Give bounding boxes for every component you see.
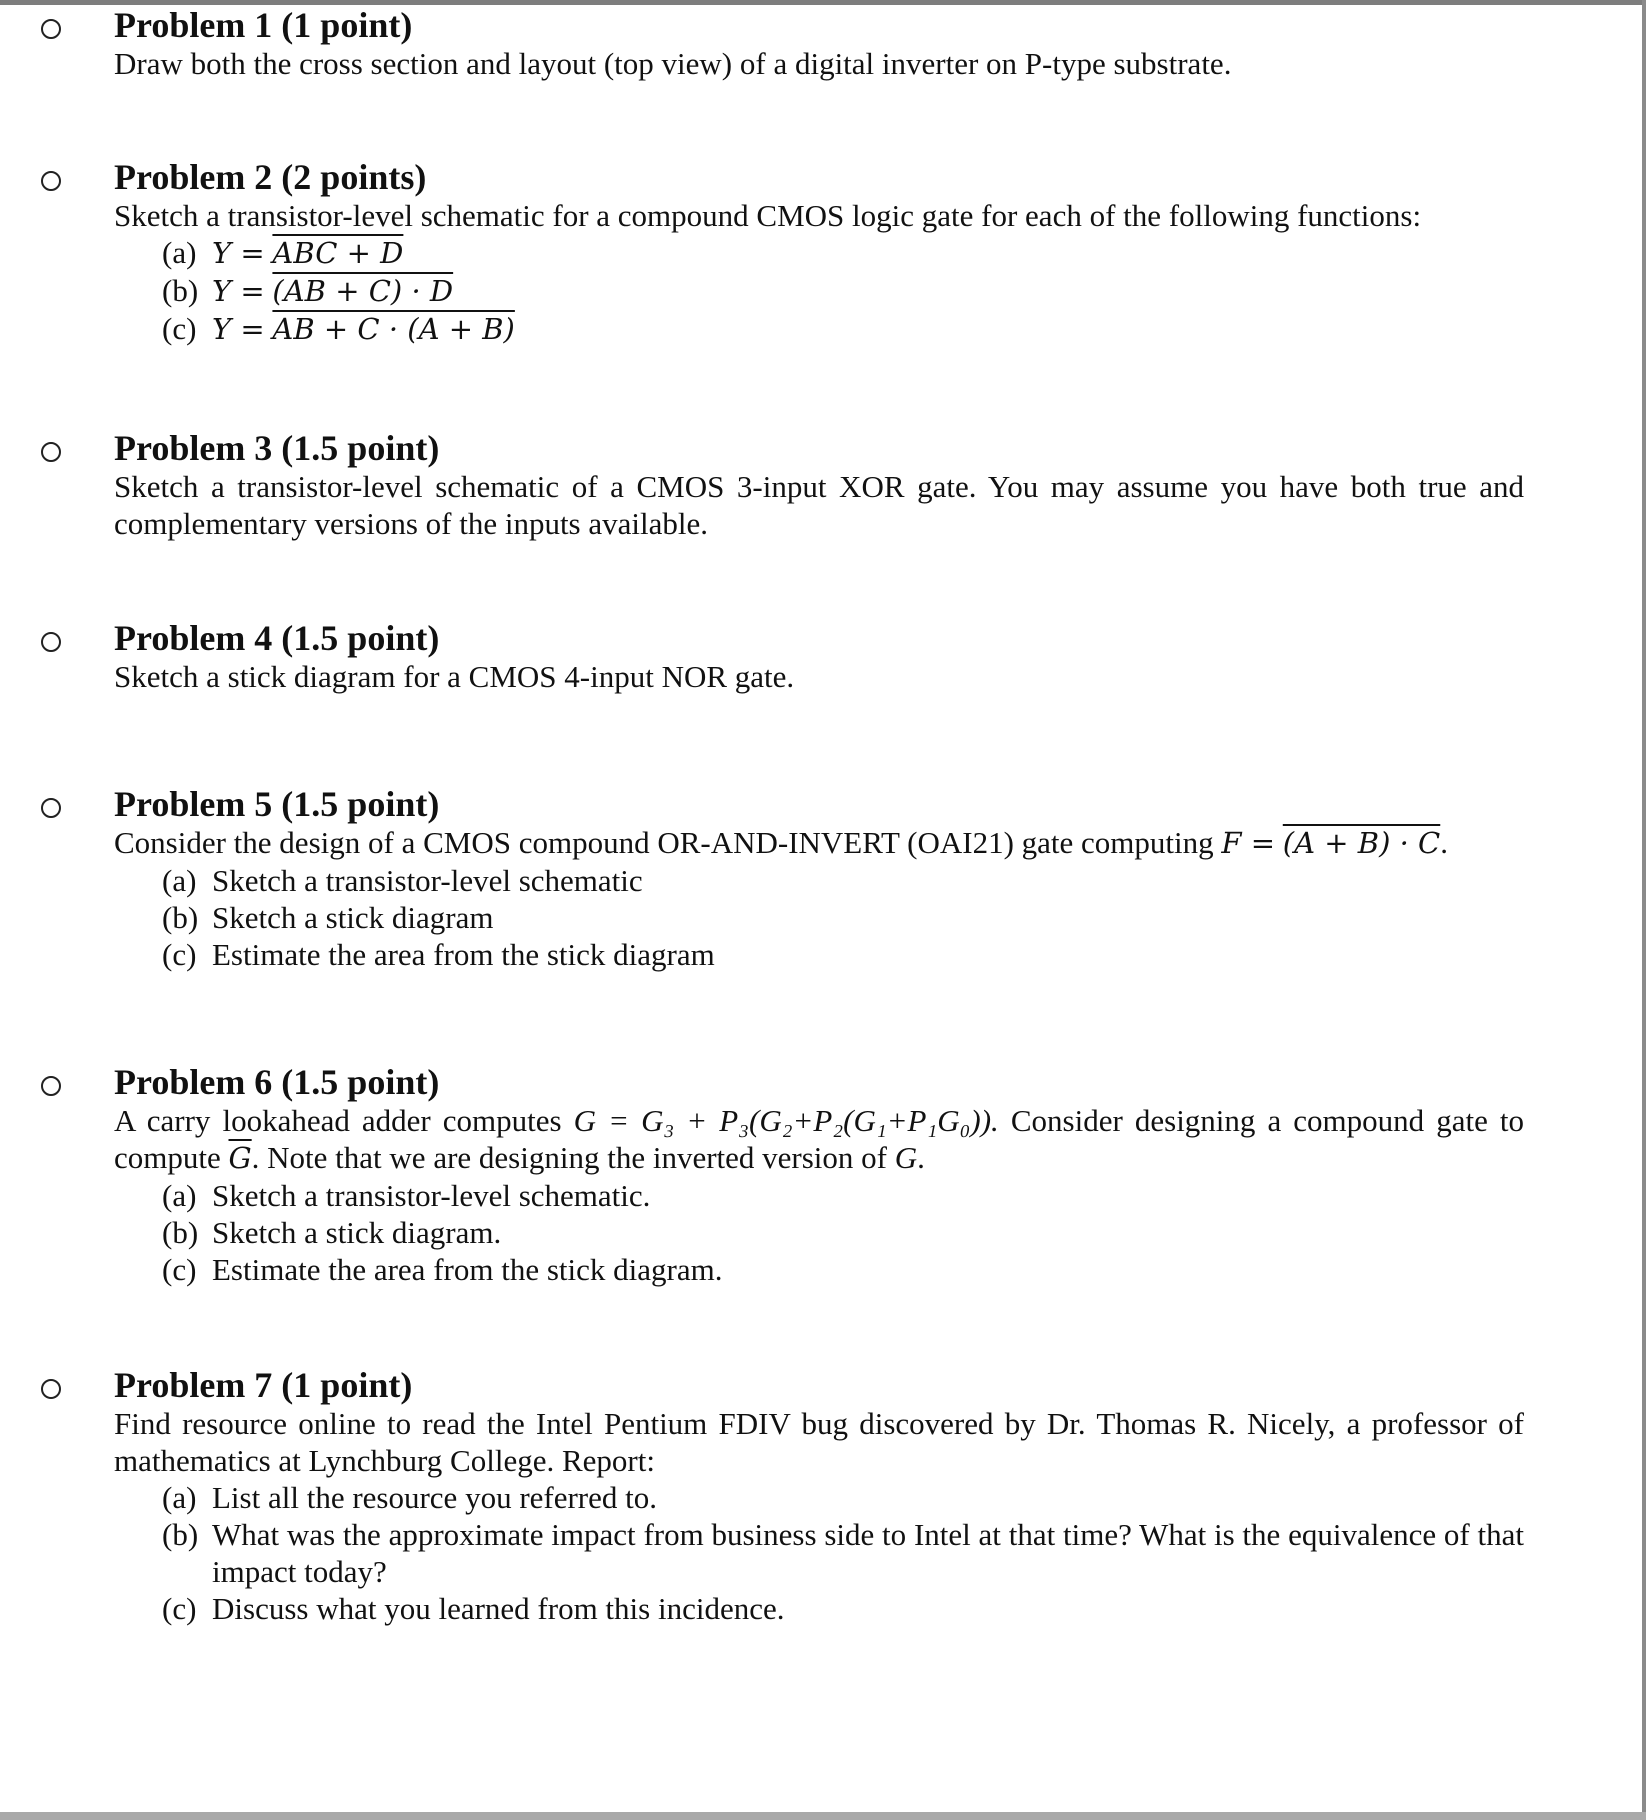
problem-5-item-a bbox=[114, 862, 1524, 899]
problem-2-item-b bbox=[114, 272, 1524, 310]
problem-6-body bbox=[114, 1102, 1524, 1177]
problem-1-body: Draw both the cross section and layout (top view) of a digital inverter on P-type substrate. bbox=[114, 46, 1232, 81]
item-text: Estimate the area from the stick diagram bbox=[212, 937, 715, 972]
item-label: (b) bbox=[162, 1215, 199, 1250]
item-text: Sketch a stick diagram bbox=[212, 900, 494, 935]
item-label: (a) bbox=[162, 1178, 197, 1213]
bottom-border bbox=[0, 1812, 1646, 1820]
problem-3-body: Sketch a transistor-level schematic of a CMOS 3-input XOR gate. You may assume you have both true and complementary versions of the inputs available. bbox=[114, 469, 1524, 541]
item-label: (c) bbox=[162, 311, 197, 346]
bullet-icon bbox=[41, 171, 61, 191]
bullet-icon bbox=[41, 19, 61, 39]
item-text: Sketch a transistor-level schematic. bbox=[212, 1178, 651, 1213]
item-label: (a) bbox=[162, 863, 197, 898]
problem-6-title: Problem 6 (1.5 point) bbox=[114, 1062, 440, 1102]
item-label: (a) bbox=[162, 1480, 197, 1515]
sentence-period: . bbox=[1440, 825, 1448, 860]
problem-5-item-c bbox=[114, 936, 1524, 973]
equation-expression: (A + B) · C bbox=[1282, 826, 1441, 860]
problem-5-title: Problem 5 (1.5 point) bbox=[114, 784, 440, 824]
equation-lhs: Y = bbox=[212, 274, 265, 308]
bullet-icon bbox=[41, 798, 61, 818]
problem-6-item-c bbox=[114, 1251, 1524, 1288]
problem-7-item-c bbox=[114, 1590, 1524, 1627]
item-label: (b) bbox=[162, 273, 199, 308]
g-symbol: G bbox=[894, 1140, 918, 1175]
equation-expression: AB + C · (A + B) bbox=[272, 312, 515, 346]
problem-5-body bbox=[114, 824, 1524, 862]
problem-5-item-b bbox=[114, 899, 1524, 936]
problem-5-content bbox=[114, 784, 1524, 973]
equation-expression: ABC + D bbox=[272, 236, 404, 270]
item-label: (a) bbox=[162, 235, 197, 270]
carry-formula: G = G₃ + P₃(G₂+P₂(G₁+P₁G₀)). bbox=[573, 1103, 999, 1138]
problem-6-item-a bbox=[114, 1177, 1524, 1214]
problem-3-content bbox=[114, 428, 1524, 542]
bullet-icon bbox=[41, 1076, 61, 1096]
equation-expression: (AB + C) · D bbox=[272, 274, 454, 308]
problem-6-body-tail: . Note that we are designing the inverted version of bbox=[251, 1140, 887, 1175]
problem-2-item-a bbox=[114, 234, 1524, 272]
problem-3-title: Problem 3 (1.5 point) bbox=[114, 428, 440, 468]
bullet-icon bbox=[41, 1379, 61, 1399]
problem-2-content bbox=[114, 157, 1524, 348]
problem-6-body-text: A carry lookahead adder computes bbox=[114, 1103, 562, 1138]
equation-lhs: F = bbox=[1221, 826, 1276, 860]
item-label: (b) bbox=[162, 900, 199, 935]
g-bar-symbol: $\overline{G}$ bbox=[228, 1141, 252, 1175]
problem-7-item-a bbox=[114, 1479, 1524, 1516]
problem-2-item-c bbox=[114, 310, 1524, 348]
problem-5-body-text: Consider the design of a CMOS compound OR-AND-INVERT (OAI21) gate computing bbox=[114, 825, 1214, 860]
item-text: List all the resource you referred to. bbox=[212, 1480, 658, 1515]
bullet-icon bbox=[41, 442, 61, 462]
problem-2-title: Problem 2 (2 points) bbox=[114, 157, 427, 197]
item-text: Sketch a transistor-level schematic bbox=[212, 863, 643, 898]
problem-2-body: Sketch a transistor-level schematic for a compound CMOS logic gate for each of the following functions: bbox=[114, 198, 1422, 233]
problem-4-body: Sketch a stick diagram for a CMOS 4-input NOR gate. bbox=[114, 659, 795, 694]
problem-4-content bbox=[114, 618, 1524, 695]
problem-7-content bbox=[114, 1365, 1524, 1627]
item-text: What was the approximate impact from business side to Intel at that time? What is the equivalence of that impact today? bbox=[212, 1517, 1524, 1589]
page-right-edge bbox=[1642, 0, 1646, 1820]
item-label: (c) bbox=[162, 1252, 197, 1287]
sentence-period: . bbox=[917, 1140, 925, 1175]
equation-lhs: Y = bbox=[212, 312, 265, 346]
item-text: Estimate the area from the stick diagram. bbox=[212, 1252, 723, 1287]
item-label: (c) bbox=[162, 1591, 197, 1626]
problem-4-title: Problem 4 (1.5 point) bbox=[114, 618, 440, 658]
problem-6-content bbox=[114, 1062, 1524, 1288]
problem-7-item-b bbox=[114, 1516, 1524, 1590]
item-text: Sketch a stick diagram. bbox=[212, 1215, 502, 1250]
bullet-icon bbox=[41, 632, 61, 652]
problem-7-title: Problem 7 (1 point) bbox=[114, 1365, 413, 1405]
problem-1-content bbox=[114, 5, 1524, 82]
item-label: (c) bbox=[162, 937, 197, 972]
problem-1-title: Problem 1 (1 point) bbox=[114, 5, 413, 45]
item-text: Discuss what you learned from this incidence. bbox=[212, 1591, 785, 1626]
problem-6-body-mid: Consider designing a compound gate to compute bbox=[114, 1103, 1525, 1175]
problem-7-body: Find resource online to read the Intel Pentium FDIV bug discovered by Dr. Thomas R. Nicely, a professor of mathematics at Lynchburg College. Report: bbox=[114, 1406, 1524, 1478]
problem-6-item-b bbox=[114, 1214, 1524, 1251]
item-label: (b) bbox=[162, 1517, 199, 1552]
equation-lhs: Y = bbox=[212, 236, 265, 270]
